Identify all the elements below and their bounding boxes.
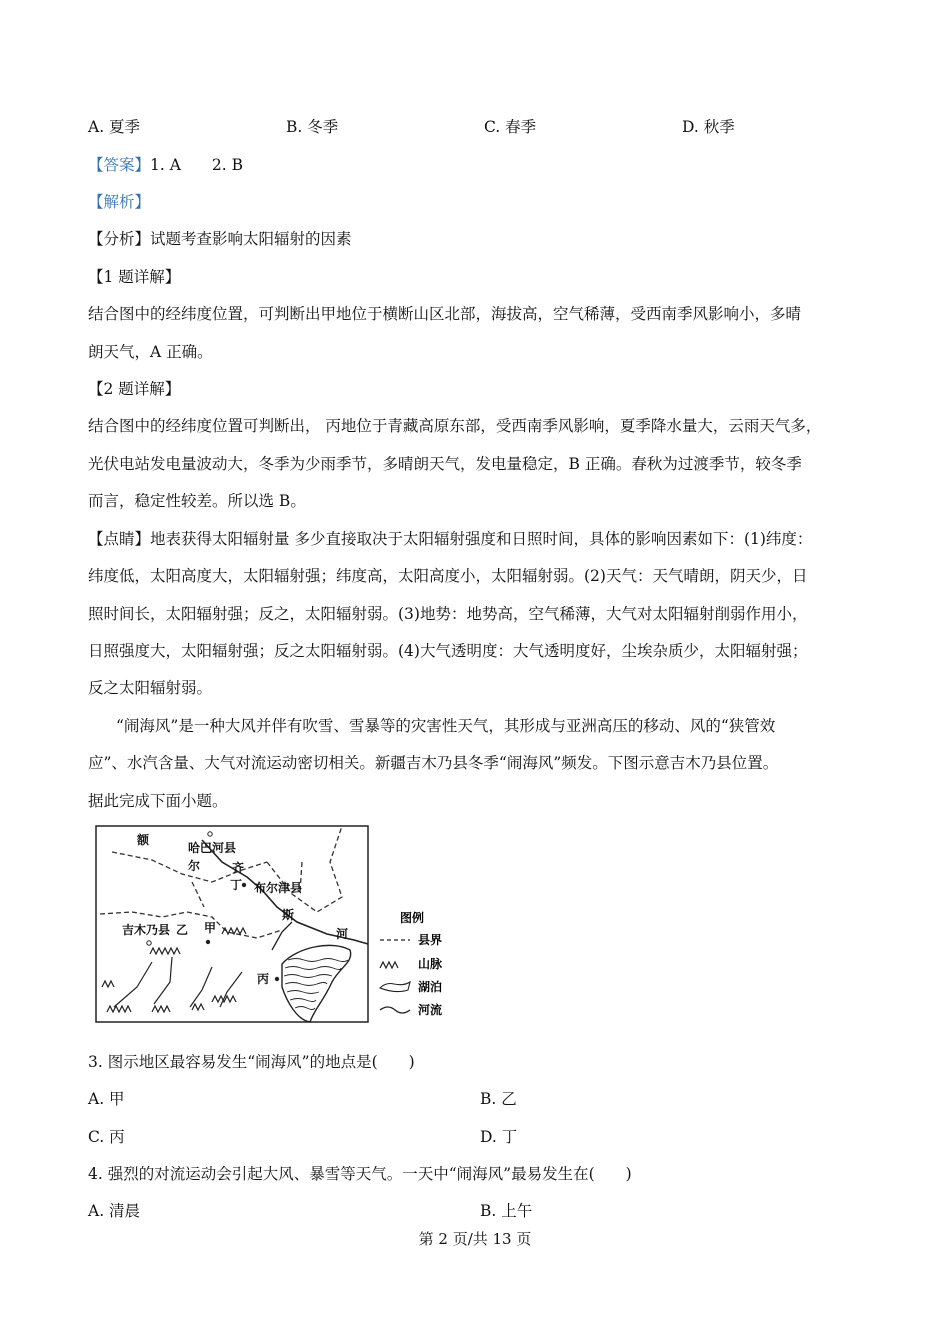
label-habahe: 哈巴河县 [188, 841, 237, 855]
label-bing: 丙 [257, 972, 270, 986]
jimunai-marker [147, 941, 151, 945]
legend-item: 湖泊 [418, 980, 443, 994]
fenxi-text: 试题考查影响太阳辐射的因素 [150, 230, 352, 248]
dianjing-text: 反之太阳辐射弱。 [88, 679, 213, 697]
q4-stem: 4. 强烈的对流运动会引起大风、暴雪等天气。一天中“闹海风”最易发生在( ) [88, 1165, 632, 1183]
passage-line: 应”、水汽含量、大气对流运动密切相关。新疆吉木乃县冬季“闹海风”频发。下图示意吉木乃县位置。 [88, 754, 779, 772]
analysis-tag: 【解析】 [88, 193, 151, 211]
fenxi-tag: 【分析】 [88, 230, 151, 248]
legend-mountain-symbol [380, 962, 398, 968]
q3-stem: 3. 图示地区最容易发生“闹海风”的地点是( ) [88, 1053, 415, 1071]
county-border [267, 826, 342, 912]
answer-tag: 【答案】 [88, 156, 151, 174]
q3-option-b: B. 乙 [480, 1090, 517, 1108]
dianjing-first: 地表获得太阳辐射量 多少直接取决于太阳辐射强度和日照时间，具体的影响因素如下：(1)纬度： [150, 530, 813, 548]
q3-option-a: A. 甲 [88, 1090, 125, 1108]
legend-item: 河流 [418, 1003, 443, 1017]
label-qi: 齐 [232, 861, 245, 875]
ding-marker [242, 883, 246, 887]
label-er: 尔 [188, 859, 201, 873]
fenxi-line [88, 229, 352, 249]
q2-line: 光伏电站发电量波动大，冬季为少雨季节，多晴朗天气，发电量稳定，B 正确。春秋为过渡季节，较冬季 [88, 455, 802, 473]
lake [282, 945, 351, 1022]
page-footer: 第 2 页/共 13 页 [418, 1230, 532, 1248]
dianjing-text: 纬度低，太阳高度大，太阳辐射强；纬度高，太阳高度小，太阳辐射弱。(2)天气：天气晴朗，阴天少，日 [88, 567, 808, 585]
legend-item: 县界 [418, 933, 443, 947]
label-e: 额 [137, 833, 150, 847]
dianjing-text: 日照强度大，太阳辐射强；反之太阳辐射弱。(4)大气透明度：大气透明度好，尘埃杂质少，太阳辐射强； [88, 642, 808, 660]
answer-line [88, 155, 243, 175]
q4-option-a: A. 清晨 [88, 1202, 141, 1220]
q4-option-b: B. 上午 [480, 1202, 533, 1220]
jimunai-location-map [92, 822, 452, 1027]
river [272, 922, 292, 950]
river [190, 967, 212, 1007]
q3-option-d: D. 丁 [480, 1128, 518, 1146]
jia-marker [206, 940, 210, 944]
q2-detail-tag: 【2 题详解】 [88, 380, 181, 398]
q1-line: 结合图中的经纬度位置，可判断出甲地位于横断山区北部，海拔高，空气稀薄，受西南季风影响小，多晴 [88, 305, 802, 323]
q2-line: 结合图中的经纬度位置可判断出， 丙地位于青藏高原东部，受西南季风影响，夏季降水量大，云雨天气多， [88, 417, 822, 435]
river [114, 962, 152, 1007]
option-b: B. 冬季 [286, 118, 339, 136]
dianjing-line [88, 529, 812, 549]
legend-lake-symbol [380, 982, 410, 992]
q3-option-c: C. 丙 [88, 1128, 125, 1146]
bing-marker [275, 977, 279, 981]
passage-line: 据此完成下面小题。 [88, 792, 228, 810]
option-d: D. 秋季 [682, 118, 735, 136]
option-c: C. 春季 [484, 118, 537, 136]
passage-line: “闹海风”是一种大风并伴有吹雪、雪暴等的灾害性天气，其形成与亚洲高压的移动、风的“狭管效 [116, 717, 776, 735]
option-a: A. 夏季 [88, 118, 141, 136]
q1-line: 朗天气，A 正确。 [88, 343, 213, 361]
legend-item: 山脉 [418, 957, 443, 971]
answer-text: 1. A 2. B [150, 156, 244, 174]
label-buerjin: 布尔津县 [254, 881, 303, 895]
map-legend [380, 910, 443, 1017]
label-he-river: 河 [336, 927, 349, 941]
label-yi: 乙 [176, 923, 189, 937]
county-border [192, 882, 204, 907]
legend-river-symbol [380, 1007, 410, 1013]
dianjing-tag: 【点睛】 [88, 530, 151, 548]
habahe-marker [208, 832, 212, 836]
label-jia: 甲 [204, 921, 217, 935]
legend-title: 图例 [400, 911, 425, 925]
label-jimunai: 吉木乃县 [122, 923, 171, 937]
label-ding: 丁 [230, 878, 243, 892]
label-si: 斯 [282, 908, 295, 922]
dianjing-text: 照时间长，太阳辐射强；反之，太阳辐射弱。(3)地势：地势高，空气稀薄，大气对太阳辐射削弱作用小， [88, 605, 808, 623]
q1-detail-tag: 【1 题详解】 [88, 268, 181, 286]
q2-line: 而言，稳定性较差。所以选 B。 [88, 492, 306, 510]
river [154, 957, 172, 1004]
